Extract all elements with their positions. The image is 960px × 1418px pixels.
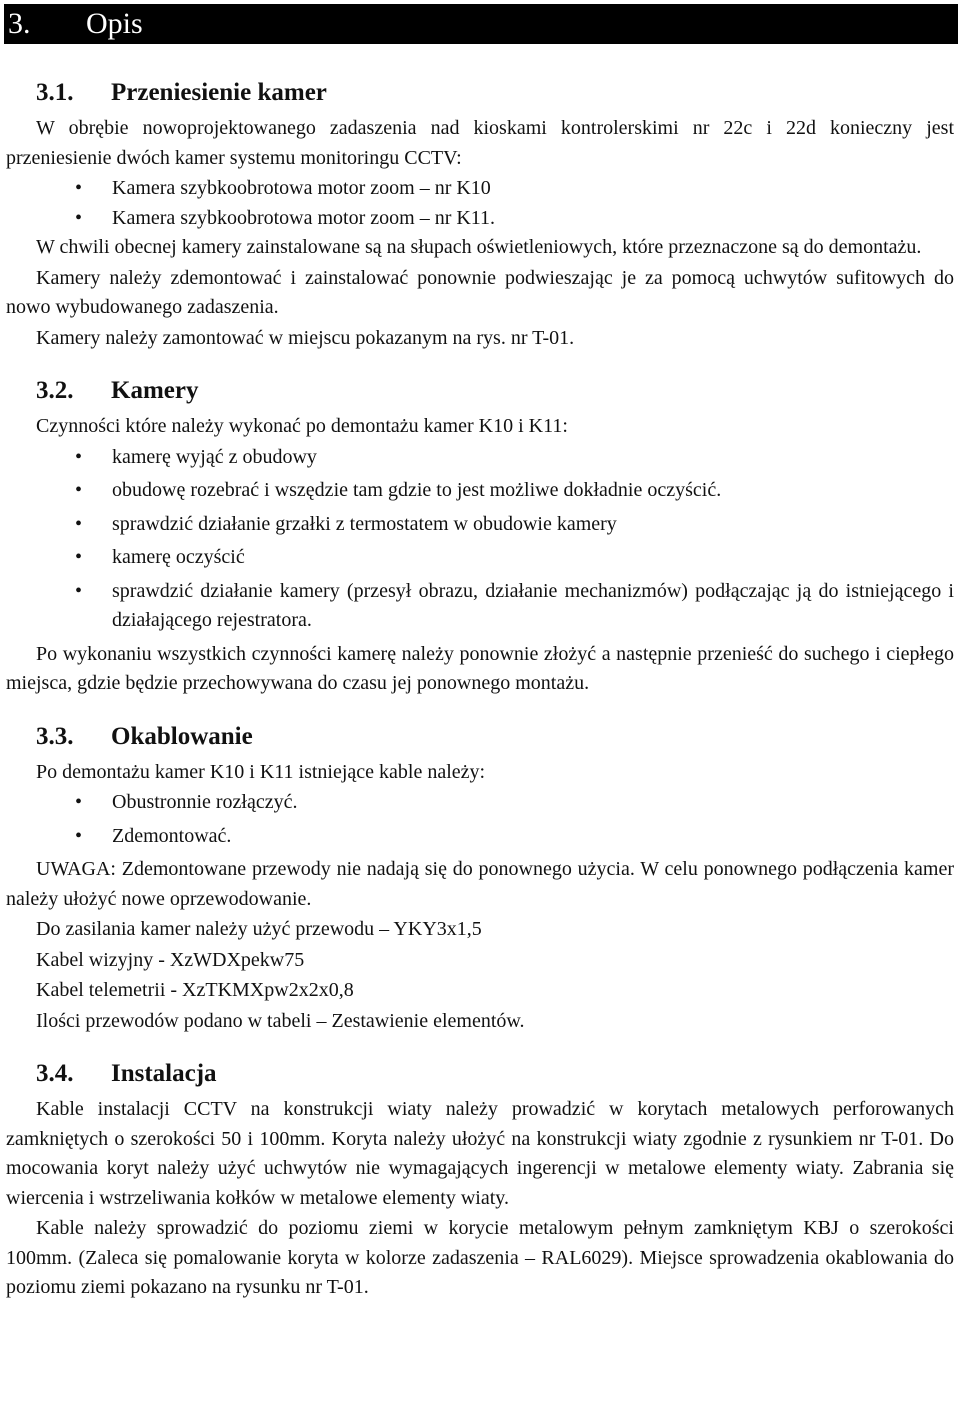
paragraph: Po demontażu kamer K10 i K11 istniejące kable należy: xyxy=(36,760,486,783)
bullet-list xyxy=(6,443,954,636)
list-item: • Kamera szybkoobrotowa motor zoom – nr K11. xyxy=(6,204,954,234)
chapter-number: 3. xyxy=(8,7,31,40)
list-item: • Obustronnie rozłączyć. xyxy=(6,788,954,818)
section-heading-3-2 xyxy=(6,376,954,406)
paragraph: Kabel telemetrii - XzTKMXpw2x2x0,8 xyxy=(36,979,354,1001)
section-heading-3-4 xyxy=(6,1059,954,1089)
paragraph: W chwili obecnej kamery zainstalowane są na słupach oświetleniowych, które przeznaczone są do demontażu. xyxy=(36,236,922,258)
chapter-title: Opis xyxy=(86,7,143,40)
paragraph: Do zasilania kamer należy użyć przewodu – YKY3x1,5 xyxy=(36,918,482,940)
section-title: Kamery xyxy=(111,377,199,404)
section-title: Przeniesienie kamer xyxy=(111,79,327,106)
paragraph: Kable należy sprowadzić do poziomu ziemi w korycie metalowym pełnym zamkniętym KBJ o szerokości 100mm. (Zaleca się pomalowanie koryta w kolorze zadaszenia – RAL6029). Miejsce sprowadzenia okablowania do poziomu ziemi pokazano na rysunku nr T-01. xyxy=(6,1217,954,1298)
section-title: Instalacja xyxy=(111,1060,217,1087)
paragraph: Kamery należy zamontować w miejscu pokazanym na rys. nr T-01. xyxy=(36,326,575,349)
document-body xyxy=(6,78,954,1304)
list-item: • obudowę rozebrać i wszędzie tam gdzie to jest możliwe dokładnie oczyścić. xyxy=(6,476,954,506)
list-item: • kamerę wyjąć z obudowy xyxy=(6,443,954,473)
paragraph: Czynności które należy wykonać po demontażu kamer K10 i K11: xyxy=(36,415,568,437)
paragraph: Ilości przewodów podano w tabeli – Zestawienie elementów. xyxy=(36,1009,525,1032)
paragraph: Kable instalacji CCTV na konstrukcji wiaty należy prowadzić w korytach metalowych perforowanych zamkniętych o szerokości 50 i 100mm. Koryta należy ułożyć na konstrukcji wiaty zgodnie z rysunkiem nr T-01. Do mocowania koryt należy użyć uchwytów nie wymagających ingerencji w metalowe elementy wiaty. Zabrania się wiercenia i wstrzeliwania kołków w metalowe elementy wiaty. xyxy=(6,1098,954,1209)
paragraph: W obrębie nowoprojektowanego zadaszenia nad kioskami kontrolerskimi nr 22c i 22d konieczny jest przeniesienie dwóch kamer systemu monitoringu CCTV: xyxy=(6,117,954,169)
list-item: • Zdemontować. xyxy=(6,822,954,852)
list-item: • Kamera szybkoobrotowa motor zoom – nr K10 xyxy=(6,174,954,204)
paragraph: UWAGA: Zdemontowane przewody nie nadają się do ponownego użycia. W celu ponownego podłączenia kamer należy ułożyć nowe oprzewodowanie. xyxy=(6,858,954,910)
section-number: 3.4. xyxy=(36,1060,74,1087)
section-heading-3-3 xyxy=(6,722,954,752)
section-heading-3-1 xyxy=(6,78,954,108)
list-item: • kamerę oczyścić xyxy=(6,543,954,573)
list-item: • sprawdzić działanie grzałki z termostatem w obudowie kamery xyxy=(6,510,954,540)
chapter-heading-bar xyxy=(4,4,958,44)
paragraph: Kabel wizyjny - XzWDXpekw75 xyxy=(36,948,305,971)
list-item: • sprawdzić działanie kamery (przesył obrazu, działanie mechanizmów) podłączając ją do istniejącego i działającego rejestratora. xyxy=(6,577,954,636)
section-number: 3.1. xyxy=(36,79,74,106)
section-number: 3.2. xyxy=(36,377,74,404)
bullet-list xyxy=(6,788,954,851)
paragraph: Kamery należy zdemontować i zainstalować ponownie podwieszając je za pomocą uchwytów sufitowych do nowo wybudowanego zadaszenia. xyxy=(6,266,954,318)
section-number: 3.3. xyxy=(36,722,74,750)
bullet-list xyxy=(6,174,954,233)
section-title: Okablowanie xyxy=(111,722,253,750)
paragraph: Po wykonaniu wszystkich czynności kamerę należy ponownie złożyć a następnie przenieść do suchego i ciepłego miejsca, gdzie będzie przechowywana do czasu jej ponownego montażu. xyxy=(6,642,954,694)
